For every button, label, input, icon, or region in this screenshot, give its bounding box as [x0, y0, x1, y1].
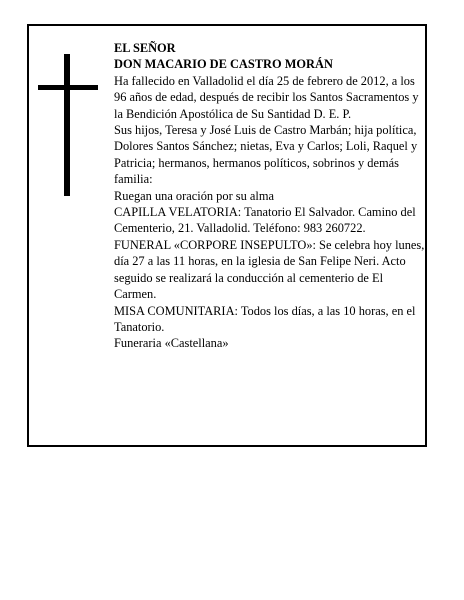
prayer-request: Ruegan una oración por su alma: [114, 188, 274, 203]
deceased-name: DON MACARIO DE CASTRO MORÁN: [114, 57, 333, 72]
latin-cross-icon: [38, 54, 98, 196]
cross-vertical-bar: [64, 54, 70, 196]
cross-horizontal-bar: [38, 85, 98, 90]
funeral-info: FUNERAL «CORPORE INSEPULTO»: Se celebra hoy lunes, día 27 a las 11 horas, en la iglesia de San Felipe Neri. Acto seguido se realizará la conducción al cementerio de El Carmen.: [114, 237, 425, 302]
family-list: Sus hijos, Teresa y José Luis de Castro Marbán; hija política, Dolores Santos Sánchez; nietas, Eva y Carlos; Loli, Raquel y Patricia; hermanos, hermanos políticos, sobrinos y demás familia:: [114, 123, 418, 187]
chapel-info: CAPILLA VELATORIA: Tanatorio El Salvador. Camino del Cementerio, 21. Valladolid. Teléfono: 983 260722.: [114, 205, 416, 236]
funeral-home: Funeraria «Castellana»: [114, 336, 229, 351]
title-line-1: EL SEÑOR: [114, 41, 176, 55]
obituary-text: [114, 40, 426, 352]
mass-info: MISA COMUNITARIA: Todos los días, a las 10 horas, en el Tanatorio.: [114, 303, 416, 334]
death-announcement: Ha fallecido en Valladolid el día 25 de febrero de 2012, a los 96 años de edad, después de recibir los Santos Sacramentos y la Bendición Apostólica de Su Santidad D. E. P.: [114, 73, 419, 121]
